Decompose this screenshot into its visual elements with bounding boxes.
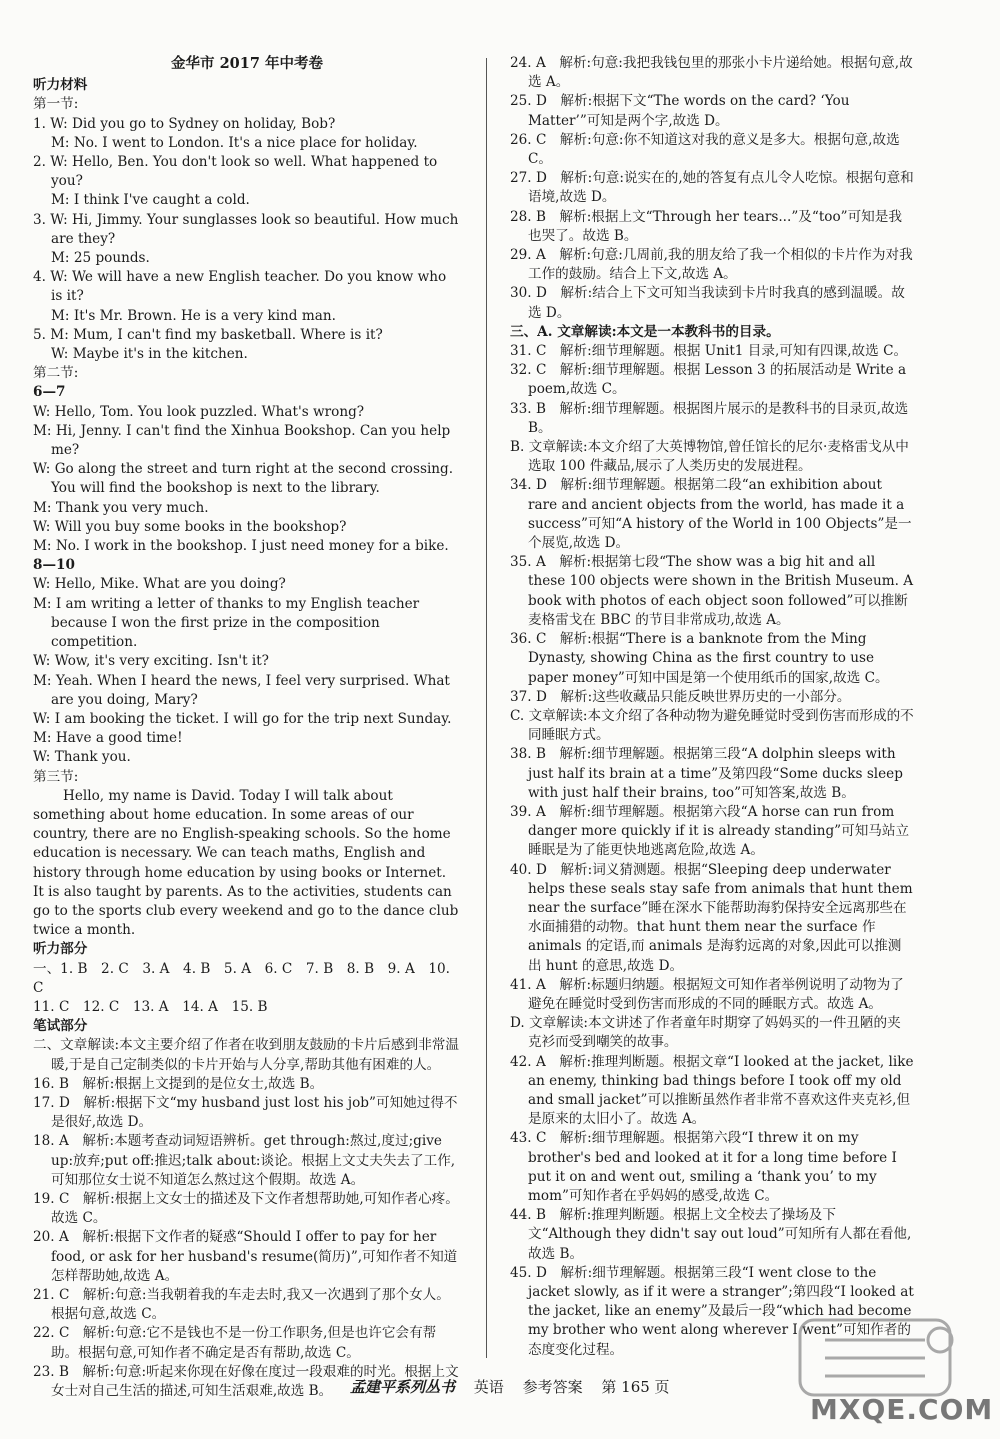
left-line: W: Will you buy some books in the bookshop?	[33, 518, 347, 535]
left-line: 20. A 解析:根据下文作者的疑惑“Should I offer to pay for her food, or ask for her husband's resume(简历)”,可知作者不知道怎样帮助她,故选 A。	[33, 1229, 458, 1284]
left-line: M: It's Mr. Brown. He is a very kind man.	[51, 307, 336, 324]
right-line: 42. A 解析:推理判断题。根据文章“I looked at the jacket, like an enemy, thinking bad things before I took off my old and small jacket”可以推断虽然作者非常不喜欢这件夹克衫,但是原来的太旧小了。故选 A。	[510, 1053, 914, 1128]
left-line: W: Thank you.	[33, 749, 131, 766]
left-line: 听力材料	[33, 77, 88, 94]
footer-section: 参考答案	[522, 1378, 583, 1396]
column-divider	[486, 58, 487, 1358]
left-line: 11. C 12. C 13. A 14. A 15. B	[33, 998, 268, 1015]
right-line: 41. A 解析:标题归纳题。根据短文可知作者举例说明了动物为了避免在睡觉时受到伤害而形成的不同的睡眠方式。故选 A。	[510, 976, 904, 1012]
watermark-site-text: MXQE.COM	[810, 1393, 994, 1426]
left-line: 16. B 解析:根据上文提到的是位女士,故选 B。	[33, 1075, 324, 1092]
left-line: M: No. I work in the bookshop. I just need money for a bike.	[33, 538, 449, 555]
right-column-body	[510, 54, 914, 1360]
right-line: D. 文章解读:本文讲述了作者童年时期穿了妈妈买的一件丑陋的夹克衫而受到嘲笑的故事。	[510, 1015, 901, 1051]
right-line: 33. B 解析:细节理解题。根据图片展示的是教科书的目录页,故选 B。	[510, 400, 909, 436]
right-line: B. 文章解读:本文介绍了大英博物馆,曾任馆长的尼尔·麦格雷戈从中选取 100 件藏品,展示了人类历史的发展进程。	[510, 439, 909, 475]
left-line: 23. B 解析:句意:听起来你现在好像在度过一段艰难的时光。根据上文女士对自己生活的描述,可知生活艰难,故选 B。	[33, 1363, 459, 1400]
left-line: 2. W: Hello, Ben. You don't look so well. What happened to you?	[33, 154, 438, 190]
left-line: 17. D 解析:根据下文“my husband just lost his job”可知她过得不是很好,故选 D。	[33, 1094, 458, 1131]
right-column	[510, 54, 914, 1360]
right-line: 25. D 解析:根据下文“The words on the card? ‘You Matter’”可知是两个字,故选 D。	[510, 93, 850, 129]
left-line: 二、文章解读:本文主要介绍了作者在收到朋友鼓励的卡片后感到非常温暖,于是自己定制类似的卡片开始与人分享,帮助其他有困难的人。	[33, 1037, 459, 1073]
left-line: 笔试部分	[33, 1018, 88, 1035]
right-line: 31. C 解析:细节理解题。根据 Unit1 目录,可知有四课,故选 C。	[510, 343, 908, 360]
left-line: W: Hello, Mike. What are you doing?	[33, 576, 286, 593]
right-line: 34. D 解析:细节理解题。根据第二段“an exhibition about rare and ancient objects from the world, has made it a success”可知“A history of the World in 100 Objects”是一个展览,故选 D。	[510, 477, 912, 552]
left-line: 18. A 解析:本题考查动词短语辨析。get through:熬过,度过;give up:放弃;put off:推迟;talk about:谈论。根据上文丈夫失去了工作,可知那位女士说不知道怎么熬过这个假期。故选 A。	[33, 1133, 456, 1188]
page-footer	[350, 1378, 750, 1397]
left-line: 第一节:	[33, 96, 79, 113]
right-line: 43. C 解析:细节理解题。根据第六段“I threw it on my brother's bed and looked at it for a long time before I put it on and went out, smiling a ‘thank you’ to my mom”可知作者在乎妈妈的感受,故选 C。	[510, 1130, 897, 1204]
left-line: 1. W: Did you go to Sydney on holiday, Bob?	[33, 115, 336, 132]
left-line: M: Thank you very much.	[33, 499, 209, 516]
left-line: 22. C 解析:句意:它不是钱也不是一份工作职务,但是也许它会有帮助。根据句意,可知作者不确定是否有帮助,故选 C。	[33, 1325, 437, 1361]
right-line: 35. A 解析:根据第七段“The show was a big hit and all these 100 objects were shown in the British Museum. A book with photos of each object soon followed”可以推断麦格雷戈在 BBC 的节目非常成功,故选 A。	[510, 554, 914, 628]
right-line: 28. B 解析:根据上文“Through her tears...”及“too”可知是我也哭了。故选 B。	[510, 208, 902, 244]
right-line: 32. C 解析:细节理解题。根据 Lesson 3 的拓展活动是 Write a poem,故选 C。	[510, 362, 907, 398]
left-line: M: Hi, Jenny. I can't find the Xinhua Bookshop. Can you help me?	[33, 422, 451, 459]
left-line: 8—10	[33, 557, 75, 574]
right-line: 36. C 解析:根据“There is a banknote from the Ming Dynasty, showing China as the first country to use paper money”可知中国是第一个使用纸币的国家,故选 C。	[510, 631, 889, 686]
left-line: M: 25 pounds.	[51, 250, 150, 267]
right-line: 40. D 解析:词义猜测题。根据“Sleeping deep underwater helps these seals stay safe from animals that hunt them near the surface”睡在深水下能帮助海豹保持安全远离那些在水面捕猎的动物。that hunt them near the surface 作 animals 的定语,而 animals 是海豹远离的对象,因此可以推测出 hunt 的意思,故选 D。	[510, 861, 913, 974]
left-line: M: I am writing a letter of thanks to my English teacher because I won the first prize in the composition competition.	[33, 595, 420, 651]
left-line: 3. W: Hi, Jimmy. Your sunglasses look so beautiful. How much are they?	[33, 211, 459, 247]
left-column	[33, 54, 461, 1401]
left-line: M: I think I've caught a cold.	[51, 192, 250, 209]
left-line: W: Maybe it's in the kitchen.	[51, 346, 248, 363]
left-line: Hello, my name is David. Today I will talk about something about home education. In some areas of our country, there are no English-speaking schools. So the home education is necessary. We can teach maths, English and history through home education by using books or Internet. It is also taught by parents. As to the activities, students can go to the sports club every weekend and go to the dance club twice a month.	[33, 787, 459, 939]
right-line: 39. A 解析:细节理解题。根据第六段“A horse can run from danger more quickly if it is already standing”可知马站立睡眠是为了能更快地逃离危险,故选 A。	[510, 803, 910, 859]
right-line: 27. D 解析:句意:说实在的,她的答复有点儿令人吃惊。根据句意和语境,故选 D。	[510, 170, 914, 206]
footer-page-number: 第 165 页	[601, 1378, 670, 1396]
left-line: 第二节:	[33, 365, 79, 382]
left-line: W: I am booking the ticket. I will go for the trip next Sunday.	[33, 710, 452, 727]
left-line: 第三节:	[33, 768, 79, 785]
footer-subject: 英语	[473, 1378, 504, 1396]
left-line: M: No. I went to London. It's a nice place for holiday.	[51, 134, 418, 151]
right-line: 44. B 解析:推理判断题。根据上文全校去了操场及下文“Although they didn't say out loud”可知所有人都在看他,故选 B。	[510, 1207, 912, 1262]
left-line: W: Hello, Tom. You look puzzled. What's wrong?	[33, 403, 365, 420]
left-line: 19. C 解析:根据上文女士的描述及下文作者想帮助她,可知作者心疼。故选 C。	[33, 1190, 459, 1227]
right-line: 38. B 解析:细节理解题。根据第三段“A dolphin sleeps with just half its brain at a time”及第四段“Some ducks sleep with just half their brains, too”可知答案,故选 B。	[510, 746, 903, 801]
left-line: W: Wow, it's very exciting. Isn't it?	[33, 653, 269, 670]
left-line: 听力部分	[33, 941, 88, 958]
right-line: 45. D 解析:细节理解题。根据第三段“I went close to the jacket slowly, as if it were a stranger”;第四段“I looked at the jacket, like an enemy”及最后一段“which had become my brother who went along wherever I went”可知作者的态度变化过程。	[510, 1264, 914, 1358]
right-line: 30. D 解析:结合上下文可知当我读到卡片时我真的感到温暖。故选 D。	[510, 285, 905, 321]
left-line: M: Yeah. When I heard the news, I feel very surprised. What are you doing, Mary?	[33, 672, 450, 708]
right-line: 24. A 解析:句意:我把我钱包里的那张小卡片递给她。根据句意,故选 A。	[510, 55, 913, 91]
right-line: C. 文章解读:本文介绍了各种动物为避免睡觉时受到伤害而形成的不同睡眠方式。	[510, 707, 914, 744]
right-line: 三、A. 文章解读:本文是一本教科书的目录。	[510, 323, 780, 340]
right-line: 37. D 解析:这些收藏品只能反映世界历史的一小部分。	[510, 688, 851, 705]
series-brand: 孟建平系列丛书	[350, 1378, 456, 1396]
left-line: 6—7	[33, 384, 66, 401]
left-line: 一、1. B 2. C 3. A 4. B 5. A 6. C 7. B 8. B 9. A 10. C	[33, 960, 450, 996]
right-line: 26. C 解析:句意:你不知道这对我的意义是多大。根据句意,故选 C。	[510, 131, 900, 168]
left-line: 4. W: We will have a new English teacher. Do you know who is it?	[33, 269, 447, 305]
left-column-body	[33, 76, 461, 1401]
left-line: M: Have a good time!	[33, 730, 183, 747]
page-title: 金华市 2017 年中考卷	[171, 55, 323, 72]
right-line: 29. A 解析:句意:几周前,我的朋友给了我一个相似的卡片作为对我工作的鼓励。结合上下文,故选 A。	[510, 247, 913, 283]
left-line: 21. C 解析:句意:当我朝着我的车走去时,我又一次遇到了那个女人。根据句意,故选 C。	[33, 1287, 450, 1323]
left-line: W: Go along the street and turn right at the second crossing. You will find the bookshop is next to the library.	[33, 461, 454, 497]
left-line: 5. M: Mum, I can't find my basketball. Where is it?	[33, 326, 383, 343]
